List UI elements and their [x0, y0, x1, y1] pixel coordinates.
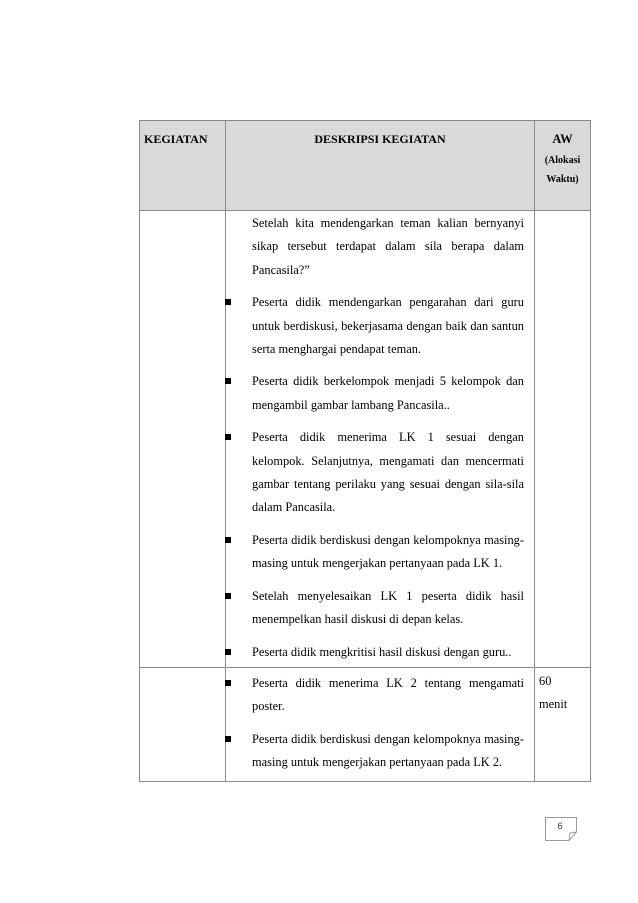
list-item: Setelah menyelesaikan LK 1 peserta didik hasil menempelkan hasil diskusi di depan kelas.: [127, 585, 534, 632]
deskripsi-cell: [226, 667, 535, 781]
bullet-icon: [225, 434, 231, 440]
table-row: [140, 211, 591, 668]
list-item: Peserta didik berkelompok menjadi 5 kelompok dan mengambil gambar lambang Pancasila..: [127, 370, 534, 417]
activity-table: [139, 120, 591, 782]
bullet-icon: [225, 378, 231, 384]
header-aw-label: AW: [552, 132, 573, 146]
list-item: Peserta didik mendengarkan pengarahan dari guru untuk berdiskusi, bekerjasama dengan baik dan santun serta menghargai pendapat teman.: [127, 291, 534, 361]
list-item: Peserta didik berdiskusi dengan kelompoknya masing-masing untuk mengerjakan pertanyaan pada LK 2.: [127, 728, 534, 775]
bullet-icon: [225, 299, 231, 305]
bullet-icon: [225, 593, 231, 599]
table-row: [140, 667, 591, 781]
page-number-badge: [545, 817, 575, 839]
list-item: Peserta didik mengkritisi hasil diskusi dengan guru..: [127, 641, 534, 664]
aw-cell: [535, 211, 591, 668]
bullet-icon: [225, 680, 231, 686]
bullet-icon: [225, 736, 231, 742]
deskripsi-cell: [226, 211, 535, 668]
header-deskripsi: DESKRIPSI KEGIATAN: [226, 121, 535, 211]
header-aw-sub2: Waktu): [546, 174, 579, 185]
list-item: Peserta didik menerima LK 1 sesuai dengan kelompok. Selanjutnya, mengamati dan mencermati gambar tentang perilaku yang sesuai dengan sila-sila dalam Pancasila.: [127, 426, 534, 520]
header-aw: [535, 121, 591, 211]
aw-unit: menit: [539, 697, 568, 712]
header-aw-sub1: (Alokasi: [544, 155, 581, 166]
bullet-icon: [225, 649, 231, 655]
list-item: Peserta didik berdiskusi dengan kelompoknya masing-masing untuk mengerjakan pertanyaan pada LK 1.: [127, 529, 534, 576]
lead-text: Setelah kita mendengarkan teman kalian bernyanyi sikap tersebut terdapat dalam sila berapa dalam Pancasila?”: [252, 216, 524, 277]
aw-value: 60: [539, 673, 552, 688]
aw-cell: [535, 667, 591, 781]
page-number: 6: [557, 821, 563, 831]
list-item: Peserta didik menerima LK 2 tentang mengamati poster.: [127, 672, 534, 719]
bullet-icon: [225, 537, 231, 543]
table-header-row: [140, 121, 591, 211]
header-kegiatan: KEGIATAN: [140, 121, 226, 211]
